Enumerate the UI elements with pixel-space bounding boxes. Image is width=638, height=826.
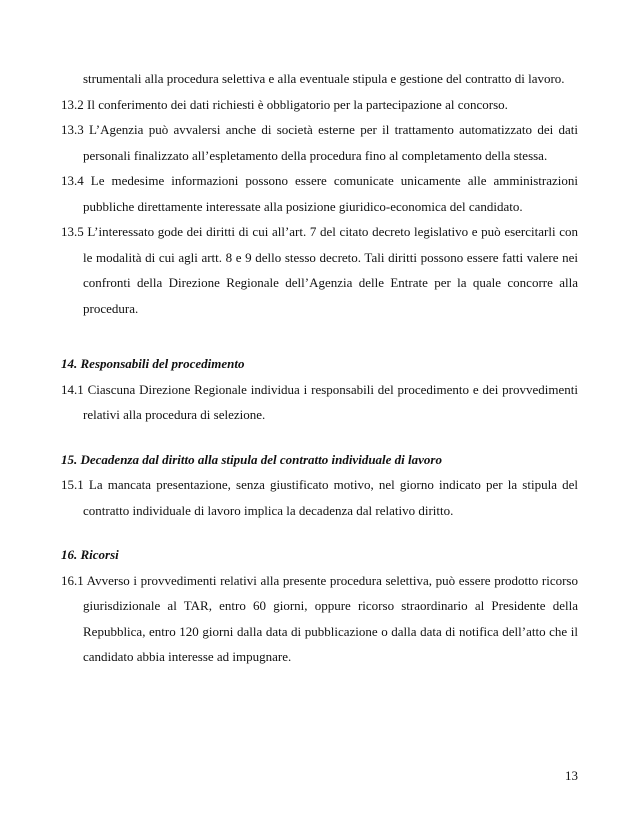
section-spacer [61,428,578,447]
section-heading-16: 16. Ricorsi [61,547,119,562]
section-heading-15: 15. Decadenza dal diritto alla stipula del contratto individuale di lavoro [61,451,442,467]
paragraph-13-5: 13.5 L’interessato gode dei diritti di cui all’art. 7 del citato decreto legislativo e può esercitarli con le modalità di cui agli artt. 8 e 9 dello stesso decreto. Tali diritti possono essere fatti valere nei confronti della Direzione Regionale dell’Agenzia delle Entrate per la quale concorre alla procedura. [61,224,578,316]
section-spacer [61,321,578,351]
paragraph-13-3: 13.3 L’Agenzia può avvalersi anche di società esterne per il trattamento automatizzato dei dati personali finalizzato all’espletamento della procedura fino al completamento della stessa. [61,122,578,163]
paragraph-15-1: 15.1 La mancata presentazione, senza giustificato motivo, nel giorno indicato per la stipula del contratto individuale di lavoro implica la decadenza dal relativo diritto. [61,477,578,518]
section-heading-14: 14. Responsabili del procedimento [61,356,245,371]
paragraph-13-2: 13.2 Il conferimento dei dati richiesti è obbligatorio per la partecipazione al concorso. [61,96,508,112]
page-number: 13 [565,768,578,783]
paragraph-13-4: 13.4 Le medesime informazioni possono essere comunicate unicamente alle amministrazioni pubbliche direttamente interessate alla posizione giuridico-economica del candidato. [61,173,578,214]
paragraph-14-1: 14.1 Ciascuna Direzione Regionale individua i responsabili del procedimento e dei provvedimenti relativi alla procedura di selezione. [61,381,578,422]
paragraph-16-1: 16.1 Avverso i provvedimenti relativi alla presente procedura selettiva, può essere prodotto ricorso giurisdizionale al TAR, entro 60 giorni, oppure ricorso straordinario al Presidente della Repubblica, entro 120 giorni dalla data di pubblicazione o dalla data di notifica dell’atto che il candidato abbia interesse ad impugnare. [61,572,578,664]
section-spacer [61,523,578,542]
paragraph-continuation: strumentali alla procedura selettiva e alla eventuale stipula e gestione del contratto di lavoro. [83,71,565,86]
document-page [61,66,578,670]
